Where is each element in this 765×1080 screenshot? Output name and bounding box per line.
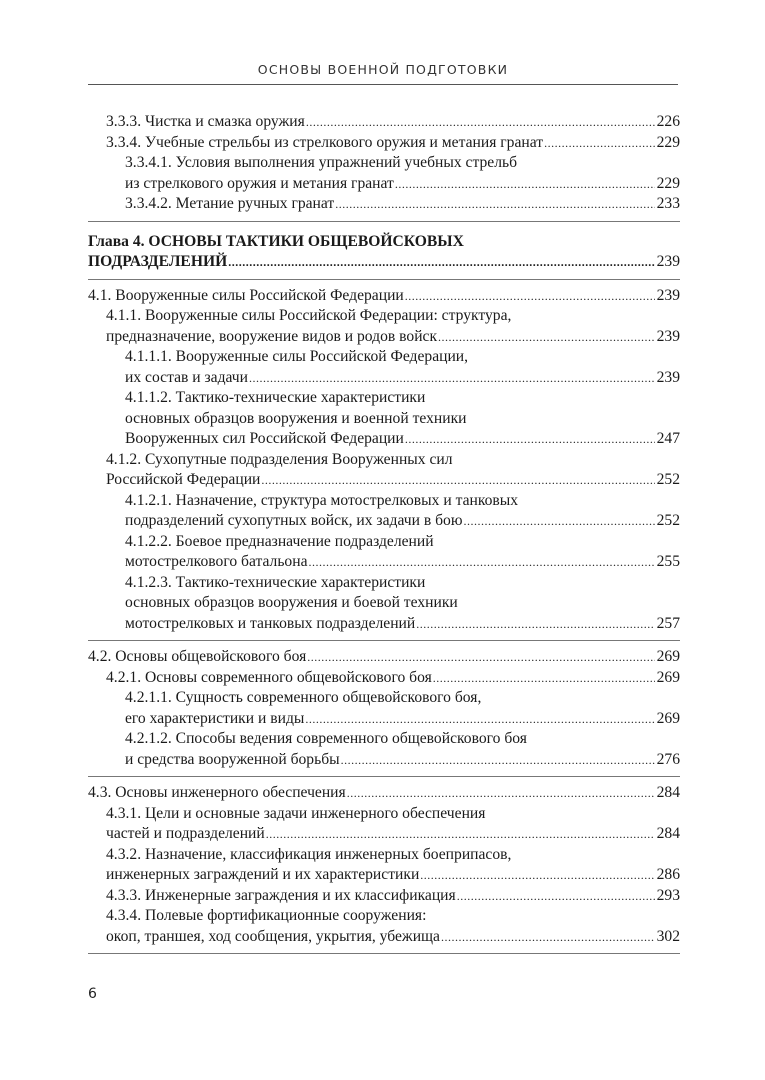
toc-entry[interactable] bbox=[88, 450, 680, 491]
toc-entry[interactable] bbox=[88, 729, 680, 770]
toc-entry-line: 4.1.2.3. Тактико-технические характеристики bbox=[125, 573, 426, 591]
toc-entry[interactable] bbox=[88, 194, 680, 215]
toc-entry-line: 4.3.4. Полевые фортификационные сооружения: bbox=[106, 907, 427, 924]
toc-entry-title: мотострелковых и танковых подразделений bbox=[125, 614, 416, 632]
toc-entry[interactable] bbox=[88, 804, 680, 845]
dot-leader bbox=[266, 824, 655, 845]
toc-entry[interactable] bbox=[88, 347, 680, 388]
toc-section-s43 bbox=[88, 783, 680, 954]
toc-entry[interactable] bbox=[88, 647, 680, 668]
toc-entry-line: основных образцов вооружения и боевой техники bbox=[125, 594, 458, 611]
toc-section-s41 bbox=[88, 286, 680, 642]
dot-leader bbox=[249, 368, 655, 389]
dot-leader bbox=[347, 783, 655, 804]
toc-entry[interactable] bbox=[88, 886, 680, 907]
dot-leader bbox=[433, 668, 655, 689]
toc-entry-title: инженерных заграждений и их характеристики bbox=[106, 866, 420, 883]
toc-entry-line: 4.2.1.1. Сущность современного общевойскового боя, bbox=[125, 689, 482, 706]
toc-page-number: 302 bbox=[656, 927, 680, 945]
toc-page-number: 293 bbox=[656, 886, 680, 904]
toc-section-s42 bbox=[88, 647, 680, 777]
dot-leader bbox=[309, 552, 655, 573]
toc-entry[interactable] bbox=[88, 845, 680, 886]
toc-entry[interactable] bbox=[88, 783, 680, 804]
toc-page-number: 284 bbox=[656, 784, 680, 801]
toc-page-number: 276 bbox=[656, 750, 680, 768]
toc-entry[interactable] bbox=[88, 532, 680, 573]
toc-page-number: 252 bbox=[656, 512, 680, 529]
dot-leader bbox=[457, 886, 655, 907]
toc-entry-title: частей и подразделений bbox=[106, 825, 265, 842]
toc-page-number: 252 bbox=[656, 471, 680, 488]
toc-entry-title: 4.3. Основы инженерного обеспечения bbox=[88, 784, 346, 801]
toc-page-number: 269 bbox=[656, 648, 680, 665]
toc-entry-line: 4.3.2. Назначение, классификация инженерных боеприпасов, bbox=[106, 845, 512, 863]
toc-section-intro bbox=[88, 112, 680, 222]
toc-entry-title: предназначение, вооружение видов и родов войск bbox=[106, 327, 438, 345]
toc-entry-title: 4.3.3. Инженерные заграждения и их классификация bbox=[106, 886, 456, 904]
toc-page-number: 284 bbox=[656, 825, 680, 842]
toc-entry-title: их состав и задачи bbox=[125, 368, 248, 386]
toc-page-number: 286 bbox=[656, 866, 680, 883]
dot-leader bbox=[228, 252, 654, 273]
toc-page-number: 239 bbox=[656, 327, 680, 345]
toc-entry-line: 4.1.1.1. Вооруженные силы Российской Федерации, bbox=[125, 348, 469, 365]
toc-entry-title: Вооруженных сил Российской Федерации bbox=[125, 430, 404, 447]
toc-section-chapter bbox=[88, 228, 680, 280]
toc-entry-title: 4.2.1. Основы современного общевойскового боя bbox=[106, 668, 432, 686]
toc-entry-line: 4.1.2.1. Назначение, структура мотострелковых и танковых bbox=[125, 491, 519, 509]
toc-entry-line: 3.3.4.1. Условия выполнения упражнений учебных стрельб bbox=[125, 154, 518, 171]
dot-leader bbox=[405, 286, 655, 307]
running-header: ОСНОВЫ ВОЕННОЙ ПОДГОТОВКИ bbox=[257, 62, 509, 77]
dot-leader bbox=[420, 865, 654, 886]
toc-entry-line: Глава 4. ОСНОВЫ ТАКТИКИ ОБЩЕВОЙСКОВЫХ bbox=[88, 232, 464, 250]
dot-leader bbox=[306, 112, 655, 133]
dot-leader bbox=[405, 429, 655, 450]
toc-entry-title: Российской Федерации bbox=[106, 471, 261, 488]
dot-leader bbox=[441, 927, 655, 948]
toc-entry[interactable] bbox=[88, 112, 680, 133]
toc-entry-title: ПОДРАЗДЕЛЕНИЙ bbox=[88, 253, 228, 270]
toc-entry[interactable] bbox=[88, 133, 680, 154]
toc-page-number: 239 bbox=[656, 253, 680, 270]
toc-entry[interactable] bbox=[88, 906, 680, 947]
toc-entry-line: основных образцов вооружения и военной техники bbox=[125, 409, 467, 427]
dot-leader bbox=[341, 750, 655, 771]
toc-entry-title: 4.2. Основы общевойскового боя bbox=[88, 648, 307, 665]
toc-page-number: 226 bbox=[656, 113, 680, 130]
toc-entry[interactable] bbox=[88, 668, 680, 689]
toc-page-number: 233 bbox=[656, 195, 680, 212]
toc-entry-title: 3.3.4.2. Метание ручных гранат bbox=[125, 195, 335, 212]
toc-entry-title: окоп, траншея, ход сообщения, укрытия, убежища bbox=[106, 927, 440, 945]
toc-entry[interactable] bbox=[88, 306, 680, 347]
toc-page-number: 255 bbox=[656, 553, 680, 570]
dot-leader bbox=[438, 327, 655, 348]
dot-leader bbox=[305, 709, 654, 730]
toc-entry[interactable] bbox=[88, 232, 680, 273]
dot-leader bbox=[307, 647, 654, 668]
toc-page-number: 269 bbox=[656, 709, 680, 727]
dot-leader bbox=[544, 133, 655, 154]
dot-leader bbox=[463, 511, 654, 532]
dot-leader bbox=[416, 614, 654, 635]
toc-entry[interactable] bbox=[88, 153, 680, 194]
toc-page-number: 239 bbox=[656, 368, 680, 386]
toc-entry-title: его характеристики и виды bbox=[125, 709, 305, 727]
toc-page-number: 247 bbox=[656, 430, 680, 447]
dot-leader bbox=[335, 194, 654, 215]
page-number: 6 bbox=[88, 986, 97, 1002]
table-of-contents bbox=[88, 112, 680, 960]
toc-entry-line: 4.3.1. Цели и основные задачи инженерного обеспечения bbox=[106, 804, 486, 822]
toc-entry-line: 4.2.1.2. Способы ведения современного общевойскового боя bbox=[125, 730, 527, 747]
toc-entry[interactable] bbox=[88, 491, 680, 532]
toc-entry-title: 4.1. Вооруженные силы Российской Федерации bbox=[88, 286, 404, 304]
dot-leader bbox=[261, 470, 654, 491]
toc-entry-title: и средства вооруженной борьбы bbox=[125, 750, 340, 768]
header-rule bbox=[88, 84, 678, 85]
toc-page-number: 257 bbox=[656, 614, 680, 632]
toc-entry[interactable] bbox=[88, 286, 680, 307]
toc-entry-title: 3.3.3. Чистка и смазка оружия bbox=[106, 113, 305, 130]
toc-entry-line: 4.1.2. Сухопутные подразделения Вооруженных сил bbox=[106, 450, 453, 468]
toc-page-number: 229 bbox=[656, 133, 680, 151]
toc-entry-line: 4.1.2.2. Боевое предназначение подразделений bbox=[125, 532, 434, 550]
toc-page-number: 239 bbox=[656, 286, 680, 304]
dot-leader bbox=[395, 174, 655, 195]
toc-entry-line: 4.1.1.2. Тактико-технические характеристики bbox=[125, 389, 426, 406]
toc-page-number: 229 bbox=[656, 174, 680, 192]
toc-entry-title: 3.3.4. Учебные стрельбы из стрелкового оружия и метания гранат bbox=[106, 133, 544, 151]
toc-entry[interactable] bbox=[88, 688, 680, 729]
toc-entry[interactable] bbox=[88, 388, 680, 450]
toc-entry-line: 4.1.1. Вооруженные силы Российской Федерации: структура, bbox=[106, 307, 512, 324]
toc-page-number: 269 bbox=[656, 668, 680, 686]
toc-entry-title: из стрелкового оружия и метания гранат bbox=[125, 174, 394, 192]
toc-entry-title: подразделений сухопутных войск, их задачи в бою bbox=[125, 512, 463, 529]
toc-entry-title: мотострелкового батальона bbox=[125, 553, 308, 570]
toc-entry[interactable] bbox=[88, 573, 680, 635]
